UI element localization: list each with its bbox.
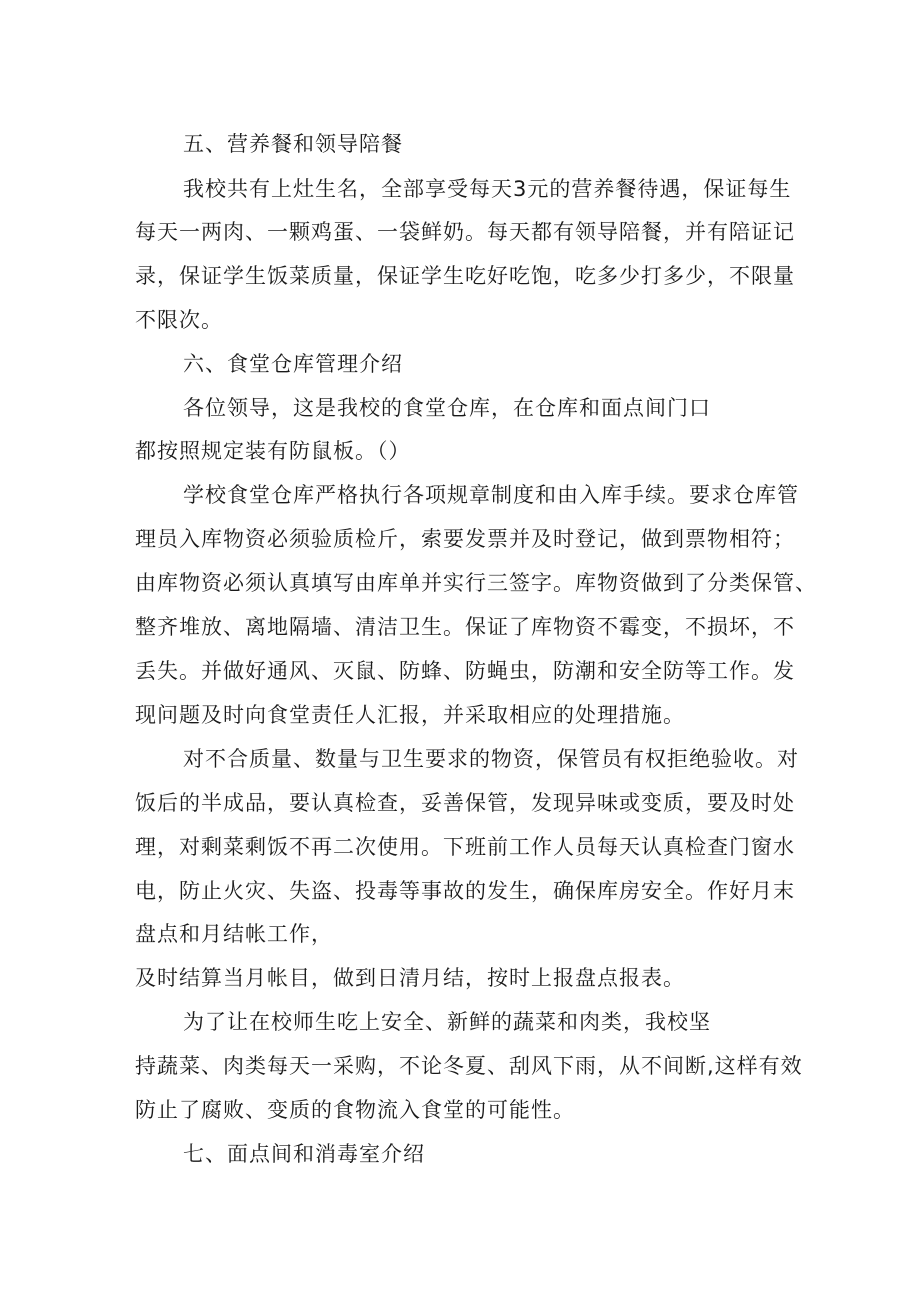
paragraph-line: 理员入库物资必须验质检斤，索要发票并及时登记，做到票物相符； <box>135 527 795 551</box>
paragraph-line: 不限次。 <box>135 308 223 332</box>
paragraph-line: 学校食堂仓库严格执行各项规章制度和由入库手续。要求仓库管 <box>183 483 799 507</box>
paragraph-line: 每天一两肉、一颗鸡蛋、一袋鲜奶。每天都有领导陪餐，并有陪证记 <box>135 220 795 244</box>
paragraph-line: 电，防止火灾、失盗、投毒等事故的发生，确保库房安全。作好月末 <box>135 879 795 903</box>
paragraph-line: 现问题及时向食堂责任人汇报，并采取相应的处理措施。 <box>135 703 685 727</box>
paragraph-line: 为了让在校师生吃上安全、新鲜的蔬菜和肉类，我校坚 <box>183 1010 711 1034</box>
paragraph-line: 由库物资必须认真填写由库单并实行三签字。库物资做到了分类保管、 <box>135 571 817 595</box>
paragraph-line: 持蔬菜、肉类每天一采购，不论冬夏、刮风下雨，从不间断,这样有效 <box>135 1054 803 1078</box>
paragraph-line: 都按照规定装有防鼠板。（） <box>135 439 411 463</box>
paragraph-line: 防止了腐败、变质的食物流入食堂的可能性。 <box>135 1098 575 1122</box>
section-heading-6: 六、食堂仓库管理介绍 <box>183 352 403 376</box>
paragraph-line: 饭后的半成品，要认真检查，妥善保管，发现异味或变质，要及时处 <box>135 791 795 815</box>
paragraph-line: 各位领导，这是我校的食堂仓库，在仓库和面点间门口 <box>183 396 711 420</box>
paragraph-line: 录，保证学生饭菜质量，保证学生吃好吃饱，吃多少打多少，不限量 <box>135 264 795 288</box>
paragraph-line: 丢失。并做好通风、灭鼠、防蜂、防蝇虫，防潮和安全防等工作。发 <box>135 659 795 683</box>
section-heading-7: 七、面点间和消毒室介绍 <box>183 1142 425 1166</box>
paragraph-line: 整齐堆放、离地隔墙、清洁卫生。保证了库物资不霉变，不损坏，不 <box>135 615 795 639</box>
paragraph-line: 盘点和月结帐工作， <box>135 922 333 946</box>
paragraph-line: 理，对剩菜剩饭不再二次使用。下班前工作人员每天认真检查门窗水 <box>135 835 795 859</box>
paragraph-line: 我校共有上灶生名，全部享受每天3元的营养餐待遇，保证每生 <box>183 177 792 201</box>
paragraph-line: 对不合质量、数量与卫生要求的物资，保管员有权拒绝验收。对 <box>183 747 799 771</box>
section-heading-5: 五、营养餐和领导陪餐 <box>183 132 403 156</box>
paragraph-line: 及时结算当月帐目，做到日清月结，按时上报盘点报表。 <box>135 966 685 990</box>
